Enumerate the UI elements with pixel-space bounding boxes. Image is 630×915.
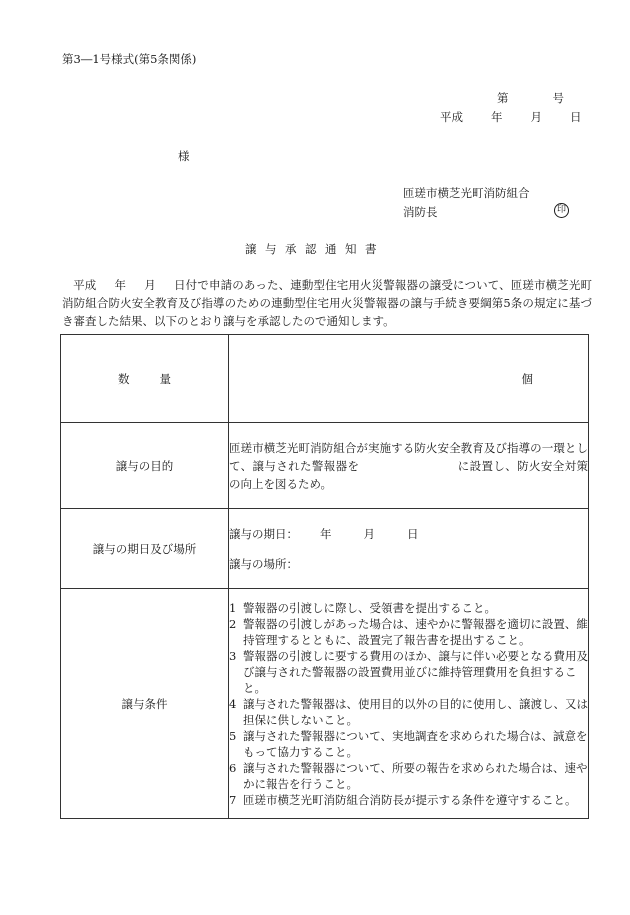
body-year-unit: 年 xyxy=(114,278,127,292)
date-month-unit: 月 xyxy=(530,110,542,124)
body-paragraph xyxy=(62,276,592,330)
condition-item: 7 匝瑳市横芝光町消防組合消防長が提示する条件を遵守すること。 xyxy=(229,792,577,807)
condition-item: 5 譲与された警報器について、実地調査を求められた場合は、誠意をもって協力すること。 xyxy=(229,728,588,759)
conditions-label: 譲与条件 xyxy=(61,589,229,819)
quantity-unit: 個 xyxy=(229,335,589,423)
condition-item: 4 譲与された警報器は、使用目的以外の目的に使用し、譲渡し、又は担保に供しないこと。 xyxy=(229,696,588,727)
document-number-line xyxy=(497,90,564,106)
condition-item: 6 譲与された警報器について、所要の報告を求められた場合は、速やかに報告を行うこと。 xyxy=(229,760,588,791)
document-title: 譲与承認通知書 xyxy=(245,242,385,256)
purpose-text: 匝瑳市横芝光町消防組合が実施する防火安全教育及び指導の一環として、譲与された警報器を に設置し、防火安全対策の向上を図るため。 xyxy=(229,423,589,509)
conditions-row xyxy=(61,589,589,819)
quantity-row xyxy=(61,335,589,423)
seal-mark: 印 xyxy=(554,203,569,218)
purpose-row xyxy=(61,423,589,509)
transfer-place-line: 譲与の場所： xyxy=(229,556,298,571)
sender-organization: 匝瑳市横芝光町消防組合 xyxy=(403,186,530,200)
body-month-unit: 月 xyxy=(144,278,156,292)
form-number: 第3―1号様式(第5条関係) xyxy=(62,52,197,66)
date-place-label: 譲与の期日及び場所 xyxy=(61,509,229,589)
date-day-unit: 日 xyxy=(570,110,582,124)
number-prefix: 第 xyxy=(497,91,509,105)
date-era: 平成 xyxy=(440,110,463,124)
approval-table xyxy=(60,334,589,819)
transfer-date-line: 譲与の期日： 年 月 日 xyxy=(229,526,419,541)
conditions-list xyxy=(229,589,589,819)
recipient-honorific: 様 xyxy=(178,149,190,163)
issue-date-line xyxy=(440,109,582,125)
body-text: 日付で申請のあった、連動型住宅用火災警報器の譲受について、匝瑳市横芝光町消防組合防火安全教育及び指導のための連動型住宅用火災警報器の譲与手続き要綱第5条の規定に基づき審査した結果、以下のとおり譲与を承認したので通知します。 xyxy=(62,278,593,328)
condition-item: 2 警報器の引渡しがあった場合は、速やかに警報器を適切に設置、維持管理するとともに、設置完了報告書を提出すること。 xyxy=(229,616,588,647)
purpose-label: 譲与の目的 xyxy=(61,423,229,509)
condition-item: 3 警報器の引渡しに要する費用のほか、譲与に伴い必要となる費用及び譲与された警報器の設置費用並びに維持管理費用を負担すること。 xyxy=(229,648,588,695)
date-place-row xyxy=(61,509,589,589)
sender-title: 消防長 xyxy=(403,205,438,219)
quantity-label: 数 量 xyxy=(61,335,229,423)
date-place-values xyxy=(229,509,589,589)
condition-item: 1 警報器の引渡しに際し、受領書を提出すること。 xyxy=(229,600,496,615)
date-year-unit: 年 xyxy=(491,110,503,124)
body-era: 平成 xyxy=(73,278,97,292)
number-suffix: 号 xyxy=(552,91,564,105)
